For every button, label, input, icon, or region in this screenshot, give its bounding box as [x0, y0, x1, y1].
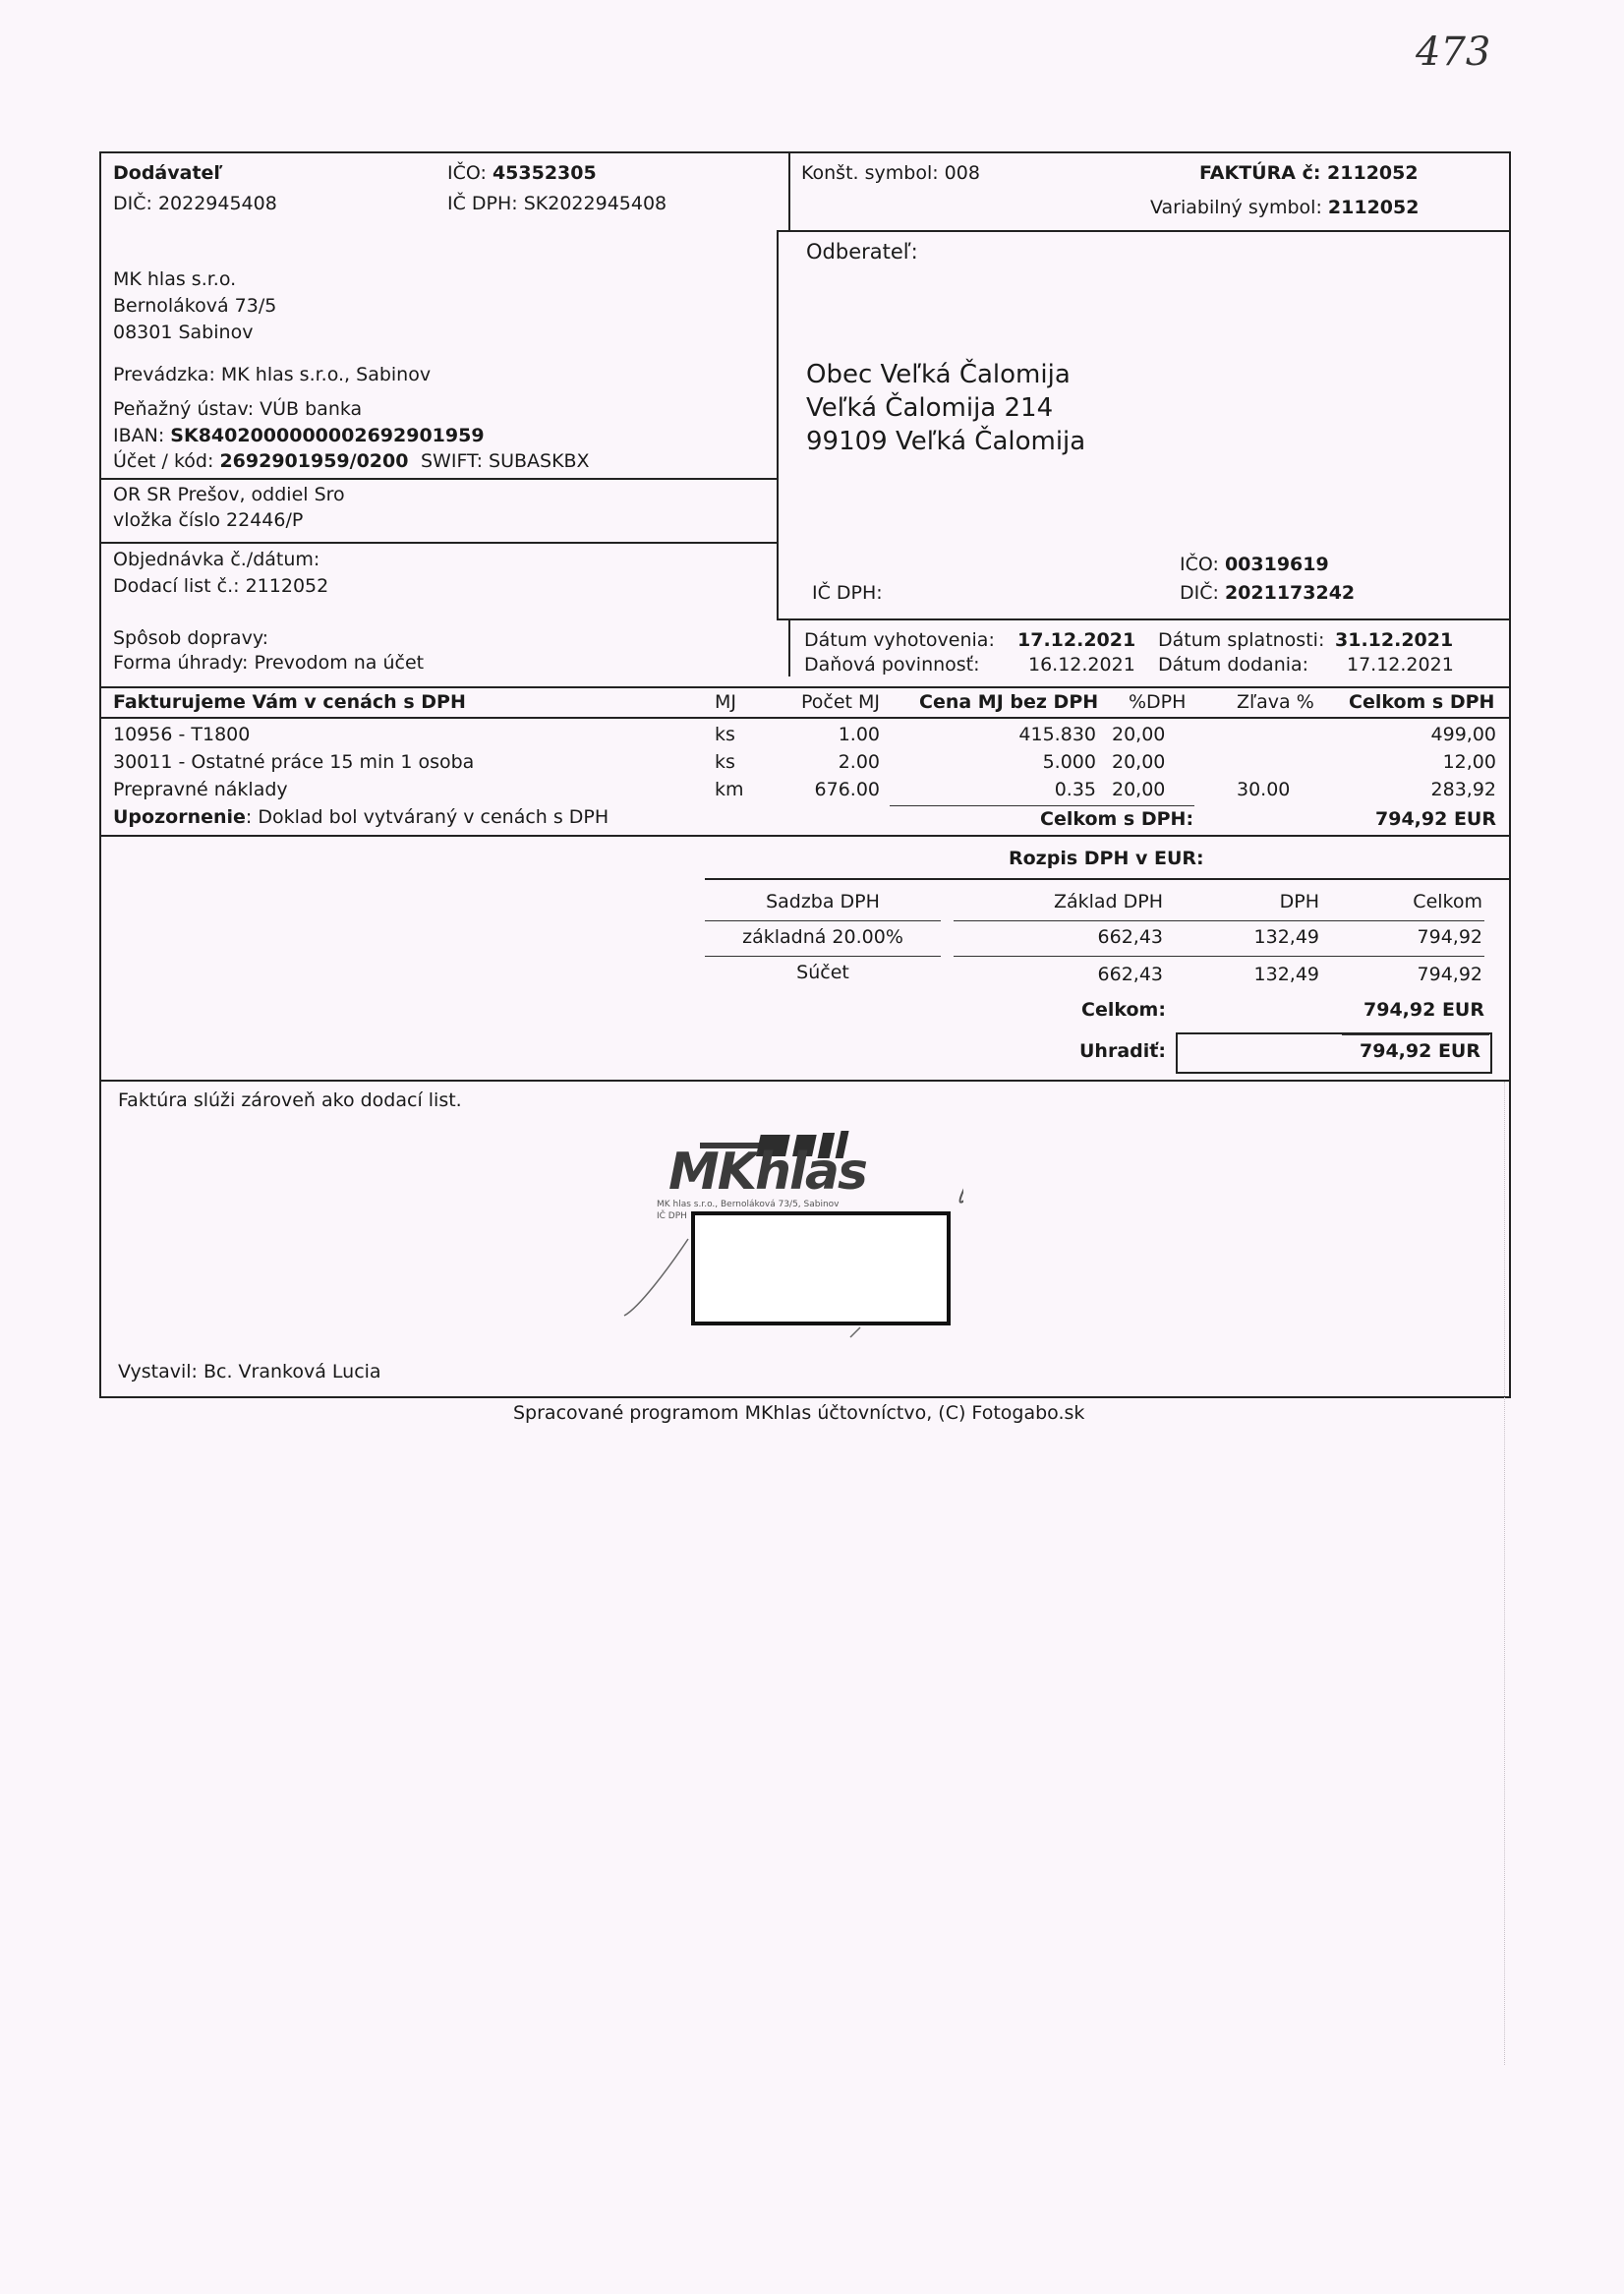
- row-pocet: 676.00: [814, 779, 880, 800]
- invoice-number-label: FAKTÚRA č:: [1199, 162, 1328, 184]
- account-label: Účet / kód:: [113, 450, 220, 472]
- row-cena: 0.35: [1054, 779, 1096, 800]
- header-pocet: Počet MJ: [801, 691, 881, 713]
- customer-ico-label: IČO:: [1180, 554, 1225, 575]
- row-mj: ks: [715, 751, 735, 773]
- to-pay-label: Uhradiť:: [1079, 1040, 1166, 1062]
- handwritten-page-number: 473: [1416, 29, 1491, 75]
- vat-header-vat: DPH: [1279, 891, 1319, 912]
- supplier-ic-dph: IČ DPH: SK2022945408: [447, 193, 667, 214]
- tax-date-label: Daňová povinnosť:: [804, 654, 980, 676]
- vat-sum-rate: Súčet: [796, 962, 849, 983]
- warning-text: : Doklad bol vytváraný v cenách s DPH: [245, 806, 609, 828]
- row-cena: 5.000: [1042, 751, 1096, 773]
- items-total-value: 794,92 EUR: [1375, 808, 1496, 830]
- vat-sum-vat: 132,49: [1253, 964, 1319, 985]
- supplier-label: Dodávateľ: [113, 162, 223, 184]
- variable-symbol-value: 2112052: [1327, 197, 1420, 218]
- row-dph: 20,00: [1112, 779, 1166, 800]
- vat-row-rate: základná 20.00%: [742, 926, 903, 948]
- delivery-date-label: Dátum dodania:: [1158, 654, 1309, 676]
- variable-symbol-label: Variabilný symbol:: [1150, 197, 1328, 218]
- customer-ico: [1180, 554, 1329, 575]
- vat-header-total: Celkom: [1413, 891, 1482, 912]
- date-issued: 17.12.2021: [1017, 629, 1136, 651]
- row-dph: 20,00: [1112, 751, 1166, 773]
- supplier-operation: Prevádzka: MK hlas s.r.o., Sabinov: [113, 364, 432, 385]
- items-total-label: Celkom s DPH:: [1040, 808, 1194, 830]
- header-dph: %DPH: [1129, 691, 1187, 713]
- header-desc: Fakturujeme Vám v cenách s DPH: [113, 691, 466, 713]
- vat-row-total: 794,92: [1417, 926, 1482, 948]
- supplier-dic: DIČ: 2022945408: [113, 193, 277, 214]
- date-due-label: Dátum splatnosti:: [1158, 629, 1325, 651]
- header-celkom: Celkom s DPH: [1349, 691, 1495, 713]
- delivery-note-number: Dodací list č.: 2112052: [113, 575, 329, 597]
- vat-breakdown-title: Rozpis DPH v EUR:: [1009, 848, 1204, 869]
- supplier-register-2: vložka číslo 22446/P: [113, 509, 304, 531]
- supplier-ico-label: IČO:: [447, 162, 493, 184]
- celkom-value: 794,92 EUR: [1363, 999, 1484, 1021]
- supplier-ico: [447, 162, 597, 184]
- supplier-ico-value: 45352305: [492, 162, 597, 184]
- supplier-swift: SWIFT: SUBASKBX: [421, 450, 590, 472]
- customer-ic-dph: IČ DPH:: [812, 582, 883, 604]
- konst-symbol: Konšt. symbol: 008: [801, 162, 980, 184]
- to-pay-value: 794,92 EUR: [1360, 1040, 1480, 1062]
- iban-label: IBAN:: [113, 425, 171, 446]
- supplier-city: 08301 Sabinov: [113, 322, 254, 343]
- software-credit: Spracované programom MKhlas účtovníctvo, (C) Fotogabo.sk: [513, 1402, 1085, 1424]
- invoice-number-value: 2112052: [1327, 162, 1419, 184]
- header-mj: MJ: [715, 691, 736, 713]
- supplier-register-1: OR SR Prešov, oddiel Sro: [113, 484, 345, 505]
- order-number: Objednávka č./dátum:: [113, 549, 320, 570]
- celkom-label: Celkom:: [1081, 999, 1166, 1021]
- row-celkom: 283,92: [1430, 779, 1496, 800]
- customer-ico-value: 00319619: [1224, 554, 1329, 575]
- scan-edge-artifact: [1504, 1082, 1505, 2065]
- vat-header-base: Základ DPH: [1053, 891, 1163, 912]
- row-zlava: 30.00: [1237, 779, 1291, 800]
- row-desc: 10956 - T1800: [113, 724, 251, 745]
- supplier-street: Bernoláková 73/5: [113, 295, 277, 317]
- issued-by: Vystavil: Bc. Vranková Lucia: [118, 1361, 381, 1382]
- supplier-name: MK hlas s.r.o.: [113, 268, 237, 290]
- stamp-ic-dph: IČ DPH: [657, 1211, 687, 1221]
- tax-date: 16.12.2021: [1028, 654, 1135, 676]
- row-pocet: 1.00: [838, 724, 880, 745]
- supplier-iban: [113, 425, 485, 446]
- customer-dic-value: 2021173242: [1224, 582, 1356, 604]
- vat-sum-total: 794,92: [1417, 964, 1482, 985]
- row-celkom: 12,00: [1442, 751, 1496, 773]
- stamp-address: MK hlas s.r.o., Bernoláková 73/5, Sabinov: [657, 1200, 840, 1209]
- row-mj: ks: [715, 724, 735, 745]
- invoice-number: [1199, 162, 1419, 184]
- customer-dic-label: DIČ:: [1180, 582, 1225, 604]
- date-issued-label: Dátum vyhotovenia:: [804, 629, 995, 651]
- redacted-signature-box: [691, 1211, 951, 1325]
- row-mj: km: [715, 779, 744, 800]
- warning-note: [113, 806, 609, 828]
- vat-sum-base: 662,43: [1097, 964, 1163, 985]
- customer-name: Obec Veľká Čalomija: [806, 360, 1071, 389]
- account-value: 2692901959/0200: [219, 450, 409, 472]
- vat-header-rate: Sadzba DPH: [766, 891, 880, 912]
- customer-label: Odberateľ:: [806, 240, 918, 264]
- variable-symbol: [1150, 197, 1419, 218]
- iban-value: SK8402000000002692901959: [170, 425, 485, 446]
- payment-method: Forma úhrady: Prevodom na účet: [113, 652, 425, 674]
- row-dph: 20,00: [1112, 724, 1166, 745]
- delivery-note-statement: Faktúra slúži zároveň ako dodací list.: [118, 1089, 462, 1111]
- customer-dic: [1180, 582, 1355, 604]
- row-desc: Prepravné náklady: [113, 779, 288, 800]
- row-celkom: 499,00: [1430, 724, 1496, 745]
- company-logo: MKhlas: [668, 1143, 866, 1202]
- transport-method: Spôsob dopravy:: [113, 627, 269, 649]
- supplier-account: [113, 450, 408, 472]
- row-desc: 30011 - Ostatné práce 15 min 1 osoba: [113, 751, 475, 773]
- customer-street: Veľká Čalomija 214: [806, 393, 1054, 423]
- supplier-bank: Peňažný ústav: VÚB banka: [113, 398, 363, 420]
- date-due: 31.12.2021: [1335, 629, 1454, 651]
- customer-city: 99109 Veľká Čalomija: [806, 427, 1086, 456]
- row-cena: 415.830: [1018, 724, 1096, 745]
- warning-label: Upozornenie: [113, 806, 246, 828]
- header-cena: Cena MJ bez DPH: [919, 691, 1099, 713]
- header-zlava: Zľava %: [1237, 691, 1314, 713]
- row-pocet: 2.00: [838, 751, 880, 773]
- vat-row-vat: 132,49: [1253, 926, 1319, 948]
- delivery-date: 17.12.2021: [1347, 654, 1454, 676]
- vat-row-base: 662,43: [1097, 926, 1163, 948]
